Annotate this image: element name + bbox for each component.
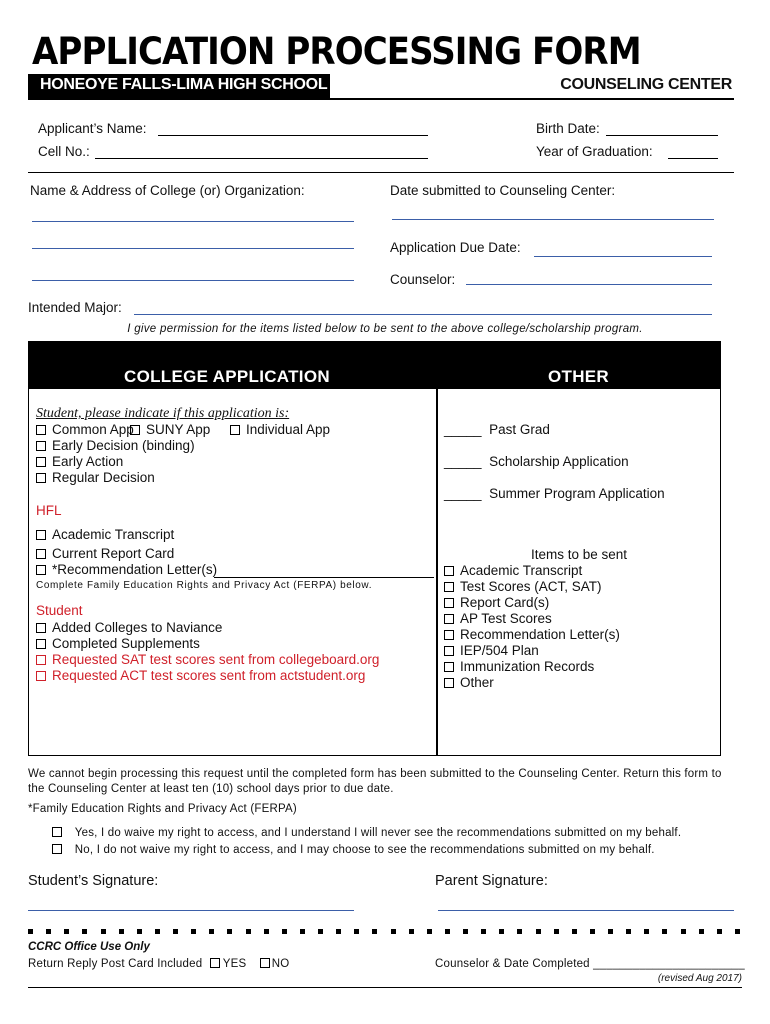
cell-field[interactable] xyxy=(95,158,428,159)
student-added-naviance[interactable]: Added Colleges to Naviance xyxy=(36,620,222,636)
checkbox[interactable] xyxy=(52,827,62,837)
ferpa-waive-option[interactable]: Yes, I do waive my right to access, and I understand I will never see the recommendations submitted on my behalf. xyxy=(52,826,681,841)
hfl-recommendation-letters[interactable]: *Recommendation Letter(s) xyxy=(36,562,217,578)
other-other[interactable]: Other xyxy=(444,675,494,691)
checkbox[interactable] xyxy=(130,425,140,435)
checkbox[interactable] xyxy=(36,639,46,649)
graduation-year-field[interactable] xyxy=(668,158,718,159)
application-type-prompt: Student, please indicate if this application is: xyxy=(36,406,290,421)
student-signature-label: Student’s Signature: xyxy=(28,873,159,889)
summer-program-option[interactable]: _____ Summer Program Application xyxy=(444,486,665,501)
checkbox[interactable] xyxy=(36,655,46,665)
common-app-option[interactable]: Common App xyxy=(36,422,134,438)
counselor-field[interactable] xyxy=(466,284,712,285)
intended-major-field[interactable] xyxy=(134,314,712,315)
scholarship-application-option[interactable]: _____ Scholarship Application xyxy=(444,454,629,469)
regular-decision-option[interactable]: Regular Decision xyxy=(36,470,155,486)
hfl-current-report-card[interactable]: Current Report Card xyxy=(36,546,174,562)
other-report-cards[interactable]: Report Card(s) xyxy=(444,595,549,611)
checkbox[interactable] xyxy=(52,844,62,854)
student-act-scores-requested[interactable]: Requested ACT test scores sent from actstudent.org xyxy=(36,668,365,684)
due-date-label: Application Due Date: xyxy=(390,240,521,255)
postcard-yes-checkbox[interactable] xyxy=(210,958,220,968)
school-name: HONEOYE FALLS-LIMA HIGH SCHOOL xyxy=(40,76,328,93)
postcard-included-row: Return Reply Post Card Included YES NO xyxy=(28,958,290,970)
date-submitted-field[interactable] xyxy=(392,219,714,220)
checkbox[interactable] xyxy=(444,566,454,576)
applicant-name-label: Applicant’s Name: xyxy=(38,121,147,136)
checkbox[interactable] xyxy=(444,582,454,592)
checkbox[interactable] xyxy=(230,425,240,435)
checkbox[interactable] xyxy=(36,473,46,483)
student-completed-supplements[interactable]: Completed Supplements xyxy=(36,636,200,652)
checkbox[interactable] xyxy=(36,671,46,681)
checkbox[interactable] xyxy=(36,549,46,559)
college-application-header: COLLEGE APPLICATION xyxy=(124,367,330,386)
checkbox[interactable] xyxy=(444,630,454,640)
ferpa-note: Complete Family Education Rights and Privacy Act (FERPA) below. xyxy=(36,580,373,591)
checkbox[interactable] xyxy=(36,457,46,467)
applicant-rule xyxy=(28,172,734,173)
column-divider xyxy=(436,389,438,756)
parent-signature-field[interactable] xyxy=(438,910,734,911)
other-header: OTHER xyxy=(548,367,609,386)
footer-rule xyxy=(28,987,742,988)
revision-note: (revised Aug 2017) xyxy=(657,973,742,984)
checkbox[interactable] xyxy=(36,565,46,575)
birth-date-label: Birth Date: xyxy=(536,121,600,136)
student-signature-field[interactable] xyxy=(28,910,354,911)
checkbox[interactable] xyxy=(444,598,454,608)
header-rule xyxy=(28,98,734,100)
hfl-academic-transcript[interactable]: Academic Transcript xyxy=(36,527,174,543)
birth-date-field[interactable] xyxy=(606,135,718,136)
intended-major-label: Intended Major: xyxy=(28,300,122,315)
suny-app-option[interactable]: SUNY App xyxy=(130,422,210,438)
college-address-line-1[interactable] xyxy=(32,221,354,222)
counselor-date-completed: Counselor & Date Completed _______________________ xyxy=(435,958,745,970)
other-academic-transcript[interactable]: Academic Transcript xyxy=(444,563,582,579)
student-sat-scores-requested[interactable]: Requested SAT test scores sent from collegeboard.org xyxy=(36,652,379,668)
early-decision-option[interactable]: Early Decision (binding) xyxy=(36,438,195,454)
parent-signature-label: Parent Signature: xyxy=(435,873,548,889)
date-submitted-label: Date submitted to Counseling Center: xyxy=(390,183,616,198)
due-date-field[interactable] xyxy=(534,256,712,257)
other-iep-504-plan[interactable]: IEP/504 Plan xyxy=(444,643,539,659)
student-section-label: Student xyxy=(36,603,83,618)
items-to-be-sent-label: Items to be sent xyxy=(531,547,628,562)
college-name-address-label: Name & Address of College (or) Organization: xyxy=(30,183,305,198)
other-ap-test-scores[interactable]: AP Test Scores xyxy=(444,611,552,627)
form-title: APPLICATION PROCESSING FORM xyxy=(32,30,641,73)
other-test-scores[interactable]: Test Scores (ACT, SAT) xyxy=(444,579,602,595)
past-grad-option[interactable]: _____ Past Grad xyxy=(444,422,550,437)
checkbox[interactable] xyxy=(444,662,454,672)
checkbox[interactable] xyxy=(36,425,46,435)
hfl-section-label: HFL xyxy=(36,503,62,518)
checkbox[interactable] xyxy=(444,646,454,656)
counselor-label: Counselor: xyxy=(390,272,456,287)
recommendation-letters-field[interactable] xyxy=(214,577,434,578)
cell-label: Cell No.: xyxy=(38,144,90,159)
college-address-line-2[interactable] xyxy=(32,248,354,249)
checkbox[interactable] xyxy=(36,623,46,633)
checkbox[interactable] xyxy=(444,614,454,624)
graduation-year-label: Year of Graduation: xyxy=(536,144,653,159)
college-address-line-3[interactable] xyxy=(32,280,354,281)
early-action-option[interactable]: Early Action xyxy=(36,454,123,470)
ferpa-not-waive-option[interactable]: No, I do not waive my right to access, and I may choose to see the recommendations submitted on my behalf. xyxy=(52,843,655,858)
office-use-title: CCRC Office Use Only xyxy=(28,941,150,953)
dotted-separator xyxy=(28,929,740,937)
processing-note: We cannot begin processing this request until the completed form has been submitted to the Counseling Center. Return this form to the Counseling Center at least ten (10) school days prior to due date. xyxy=(28,768,722,795)
checkbox[interactable] xyxy=(36,441,46,451)
checkbox[interactable] xyxy=(36,530,46,540)
counseling-center-label: COUNSELING CENTER xyxy=(560,76,732,93)
other-recommendation-letters[interactable]: Recommendation Letter(s) xyxy=(444,627,620,643)
checkbox[interactable] xyxy=(444,678,454,688)
other-immunization-records[interactable]: Immunization Records xyxy=(444,659,594,675)
individual-app-option[interactable]: Individual App xyxy=(230,422,330,438)
postcard-no-checkbox[interactable] xyxy=(260,958,270,968)
ferpa-title: *Family Education Rights and Privacy Act (FERPA) xyxy=(28,803,297,815)
permission-statement: I give permission for the items listed below to be sent to the above college/scholarship program. xyxy=(127,323,643,335)
applicant-name-field[interactable] xyxy=(158,135,428,136)
